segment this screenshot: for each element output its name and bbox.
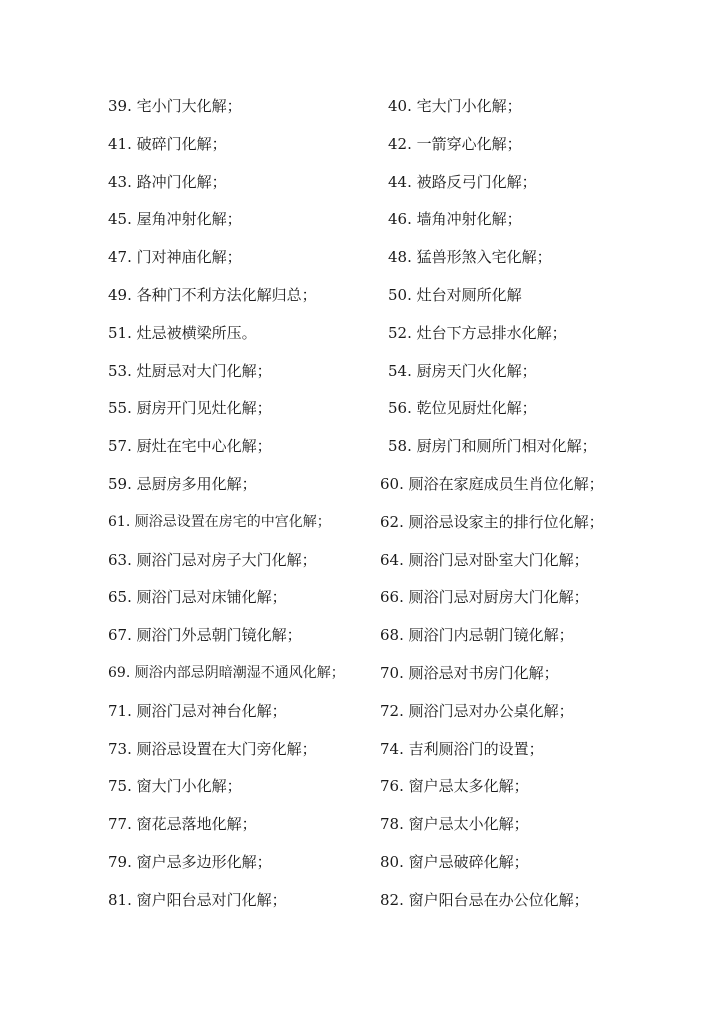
list-item: 59. 忌厨房多用化解； [108, 474, 257, 493]
list-row [0, 466, 724, 504]
list-row [0, 239, 724, 277]
list-row [0, 693, 724, 731]
list-item: 64. 厕浴门忌对卧室大门化解； [380, 550, 589, 569]
list-row [0, 579, 724, 617]
list-item: 66. 厕浴门忌对厨房大门化解； [380, 588, 589, 607]
list-item: 81. 窗户阳台忌对门化解； [108, 890, 287, 909]
list-item: 61. 厕浴忌设置在房宅的中宫化解； [108, 513, 331, 530]
list-row [0, 768, 724, 806]
list-row [0, 201, 724, 239]
list-item: 78. 窗户忌太小化解； [380, 815, 529, 834]
list-item: 82. 窗户阳台忌在办公位化解； [380, 890, 589, 909]
list-item: 71. 厕浴门忌对神台化解； [108, 701, 287, 720]
list-item: 51. 灶忌被横梁所压。 [108, 323, 257, 342]
list-row [0, 390, 724, 428]
list-item: 68. 厕浴门内忌朝门镜化解； [380, 626, 574, 645]
list-item: 41. 破碎门化解； [108, 134, 227, 153]
list-item: 60. 厕浴在家庭成员生肖位化解； [380, 474, 604, 493]
list-item: 67. 厕浴门外忌朝门镜化解； [108, 626, 302, 645]
list-item: 44. 被路反弓门化解； [388, 172, 537, 191]
list-item: 74. 吉利厕浴门的设置； [380, 739, 544, 758]
list-row [0, 126, 724, 164]
list-item: 39. 宅小门大化解； [108, 97, 242, 115]
list-row [0, 428, 724, 466]
list-item: 47. 门对神庙化解； [108, 248, 242, 267]
list-item: 56. 乾位见厨灶化解； [388, 399, 537, 418]
list-item: 79. 窗户忌多边形化解； [108, 852, 272, 871]
list-item: 80. 窗户忌破碎化解； [380, 852, 529, 871]
list-row [0, 731, 724, 769]
list-row [0, 542, 724, 580]
list-item: 73. 厕浴忌设置在大门旁化解； [108, 739, 317, 758]
list-row [0, 315, 724, 353]
list-row [0, 882, 724, 920]
list-item: 62. 厕浴忌设家主的排行位化解； [380, 512, 604, 531]
list-row [0, 617, 724, 655]
list-row [0, 88, 724, 126]
list-item: 65. 厕浴门忌对床铺化解； [108, 588, 287, 607]
list-item: 72. 厕浴门忌对办公桌化解； [380, 701, 574, 720]
list-row [0, 353, 724, 391]
list-row [0, 504, 724, 542]
list-item: 63. 厕浴门忌对房子大门化解； [108, 550, 317, 569]
list-item: 55. 厨房开门见灶化解； [108, 399, 272, 418]
list-item: 45. 屋角冲射化解； [108, 210, 242, 229]
list-item: 54. 厨房天门火化解； [388, 361, 537, 380]
list-item: 77. 窗花忌落地化解； [108, 815, 257, 834]
list-item: 58. 厨房门和厕所门相对化解； [388, 437, 597, 456]
list-item: 75. 窗大门小化解； [108, 777, 242, 796]
list-item: 48. 猛兽形煞入宅化解； [388, 248, 552, 267]
list-item: 46. 墙角冲射化解； [388, 210, 522, 229]
list-row [0, 277, 724, 315]
list-item: 69. 厕浴内部忌阴暗潮湿不通风化解； [108, 664, 345, 681]
list-item: 49. 各种门不利方法化解归总； [108, 285, 317, 304]
list-item: 53. 灶厨忌对大门化解； [108, 361, 272, 380]
list-row [0, 164, 724, 202]
list-item: 52. 灶台下方忌排水化解； [388, 323, 567, 342]
list-item: 42. 一箭穿心化解； [388, 134, 522, 153]
list-item: 40. 宅大门小化解； [388, 97, 522, 115]
list-row [0, 806, 724, 844]
list-item: 57. 厨灶在宅中心化解； [108, 437, 272, 456]
list-item: 70. 厕浴忌对书房门化解； [380, 663, 559, 682]
item-list [0, 88, 724, 920]
list-item: 76. 窗户忌太多化解； [380, 777, 529, 796]
list-item: 43. 路冲门化解； [108, 172, 227, 191]
list-row [0, 844, 724, 882]
list-item: 50. 灶台对厕所化解 [388, 285, 522, 304]
list-row [0, 655, 724, 693]
